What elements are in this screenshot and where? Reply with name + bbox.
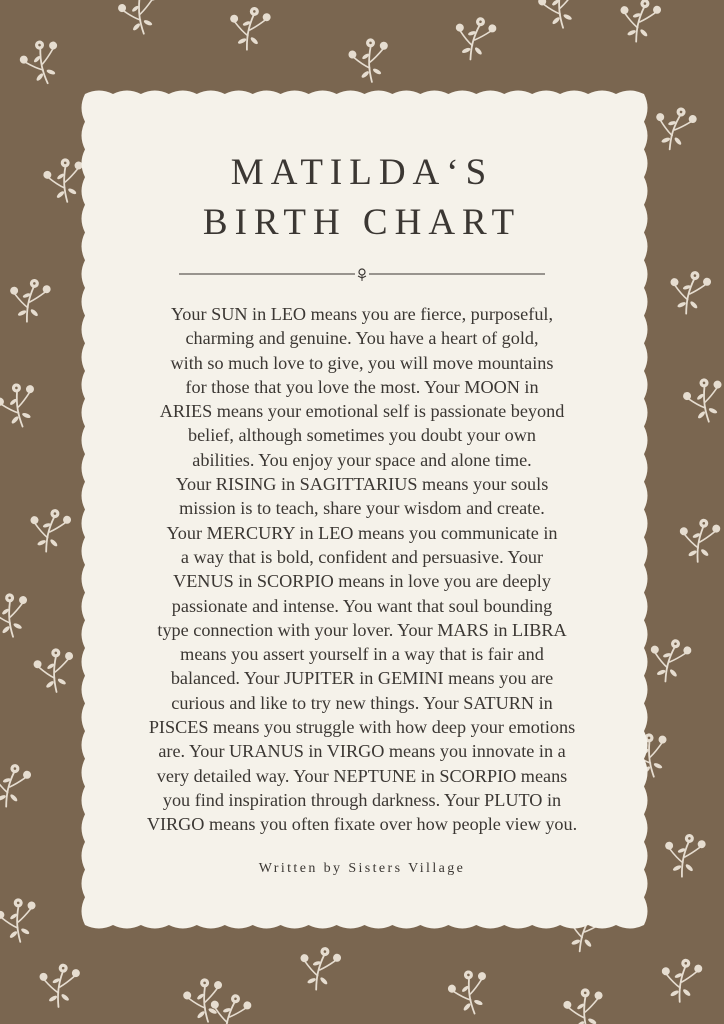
reading-line: VIRGO means you often fixate over how people view you.: [146, 814, 578, 835]
reading-line: Your RISING in SAGITTARIUS means your souls: [175, 474, 549, 495]
birth-chart-card: [112, 120, 612, 900]
reading-line: type connection with your lover. Your MARS in LIBRA: [157, 619, 567, 640]
reading-line: curious and like to try new things. Your SATURN in: [171, 692, 553, 713]
reading-line: you find inspiration through darkness. Your PLUTO in: [162, 789, 562, 810]
reading-line: passionate and intense. You want that soul bounding: [171, 595, 553, 616]
reading-line: with so much love to give, you will move mountains: [170, 352, 554, 373]
reading-line: charming and genuine. You have a heart of gold,: [185, 328, 539, 349]
title-line-1: MATILDA‘S: [230, 152, 494, 193]
reading-line: balanced. Your JUPITER in GEMINI means you are: [170, 668, 554, 689]
reading-line: for those that you love the most. Your MOON in: [185, 376, 539, 397]
page-title: [112, 148, 612, 248]
reading-line: are. Your URANUS in VIRGO means you innovate in a: [158, 741, 566, 762]
title-divider: [179, 266, 545, 282]
reading-line: belief, although sometimes you doubt your own: [187, 425, 537, 446]
reading-line: a way that is bold, confident and persuasive. Your: [180, 546, 544, 567]
title-line-2: BIRTH CHART: [202, 202, 522, 243]
reading-line: abilities. You enjoy your space and alone time.: [192, 449, 532, 470]
birth-chart-reading: [92, 302, 632, 837]
flower-sprig-icon: [358, 269, 366, 281]
reading-line: Your SUN in LEO means you are fierce, purposeful,: [170, 304, 554, 324]
reading-line: PISCES means you struggle with how deep your emotions: [148, 717, 576, 738]
reading-line: ARIES means your emotional self is passionate beyond: [159, 401, 565, 422]
reading-line: very detailed way. Your NEPTUNE in SCORPIO means: [156, 765, 568, 786]
reading-line: VENUS in SCORPIO means in love you are deeply: [173, 571, 551, 592]
reading-line: mission is to teach, share your wisdom and create.: [179, 498, 545, 519]
reading-line: Your MERCURY in LEO means you communicate in: [166, 522, 558, 543]
author-credit: Written by Sisters Village: [258, 860, 466, 876]
reading-line: means you assert yourself in a way that is fair and: [180, 644, 544, 665]
